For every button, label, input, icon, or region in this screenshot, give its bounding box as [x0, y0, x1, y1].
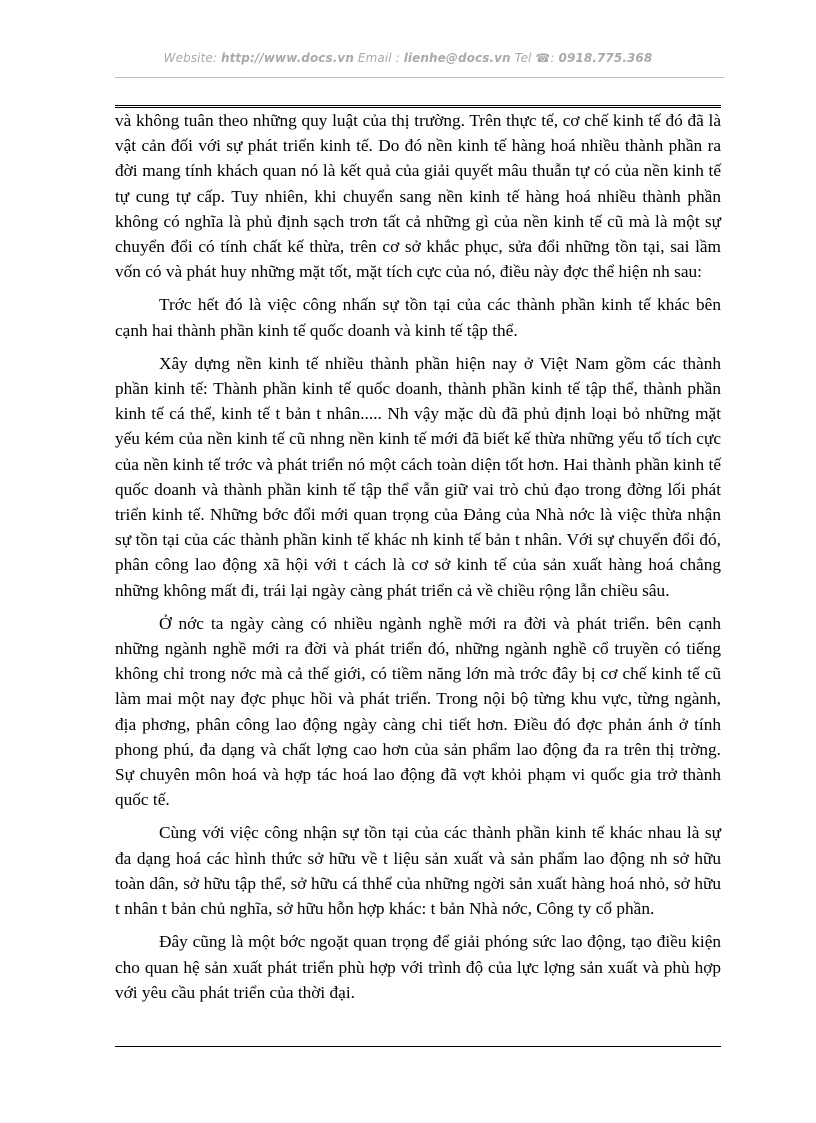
- website-link[interactable]: http://www.docs.vn: [220, 51, 354, 65]
- footer-divider: [115, 1046, 721, 1047]
- paragraph-3: Xây dựng nền kinh tế nhiều thành phần hiện nay ở Việt Nam gồm các thành phần kinh tế: Thành phần kinh tế quốc doanh, thành phần kinh tế tập thể, thành phần kinh tế cá thể, kinh tế t bản t nhân..... Nh vậy mặc dù đã phủ định loại bỏ những mặt yếu kém của nền kinh tế cũ nhng nền kinh tế mới đã biết kế thừa những yếu tố tích cực của nền kinh tế trớc và phát triển nó một cách toàn diện tốt hơn. Hai thành phần kinh tế quốc doanh và thành phần kinh tế tập thể vẫn giữ vai trò chủ đạo trong đờng lối phát triển kinh tế. Những bớc đổi mới quan trọng của Đảng của Nhà nớc là việc thừa nhận sự tồn tại của các thành phần kinh tế khác nh kinh tế bản t nhân. Với sự chuyển đổi đó, phân công lao động xã hội với t cách là cơ sở kinh tế của sản xuất hàng hoá chẳng những không mất đi, trái lại ngày càng phát triển cả về chiều rộng lẫn chiều sâu.: [115, 353, 721, 600]
- email-link[interactable]: lienhe@docs.vn: [403, 51, 511, 65]
- website-label: Website:: [163, 51, 221, 65]
- email-label: Email :: [354, 51, 404, 65]
- paragraph-6: Đây cũng là một bớc ngoặt quan trọng để giải phóng sức lao động, tạo điều kiện cho quan hệ sản xuất phát triển phù hợp với trình độ của lực lợng sản xuất và phù hợp với yêu cầu phát triển của thời đại.: [115, 932, 721, 1002]
- page-header: [0, 51, 816, 65]
- tel-label: Tel ☎:: [510, 51, 559, 65]
- paragraph-1: và không tuân theo những quy luật của thị trường. Trên thực tế, cơ chế kinh tế đó đã là vật cản đối với sự phát triển kinh tế. Do đó nền kinh tế hàng hoá nhiều thành phần ra đời mang tính khách quan nó là kết quả của giải quyết mâu thuẫn tự có của nền kinh tế tự cung tự cấp. Tuy nhiên, khi chuyển sang nền kinh tế hàng hoá nhiều thành phần không có nghĩa là phủ định sạch trơn tất cả những gì của nền kinh tế cũ mà là một sự chuyển đổi có tính chất kế thừa, trên cơ sở khắc phục, sửa đổi những tồn tại, sai lầm vốn có và phát huy những mặt tốt, mặt tích cực của nó, điều này đợc thể hiện nh sau:: [115, 111, 721, 282]
- body-text: [115, 108, 721, 1013]
- header-divider: [115, 77, 724, 78]
- paragraph-4: Ở nớc ta ngày càng có nhiều ngành nghề mới ra đời và phát triển. bên cạnh những ngành nghề mới ra đời và phát triển đó, những ngành nghề cổ truyền có tiếng không chỉ trong nớc mà cả thế giới, có tiềm năng lớn mà trớc đây bị cơ chế kinh tế cũ làm mai một nay đợc phục hồi và phát triển. Trong nội bộ từng khu vực, từng ngành, địa phơng, phân công lao động ngày càng chi tiết hơn. Điều đó đợc phản ánh ở tính phong phú, đa dạng và chất lợng cao hơn của sản phẩm lao động đa ra trên thị trờng. Sự chuyên môn hoá và hợp tác hoá lao động đã vợt khỏi phạm vi quốc gia trở thành quốc tế.: [115, 613, 721, 810]
- tel-number: 0918.775.368: [558, 51, 653, 65]
- paragraph-5: Cùng với việc công nhận sự tồn tại của các thành phần kinh tế khác nhau là sự đa dạng hoá các hình thức sở hữu về t liệu sản xuất và sản phẩm lao động nh sở hữu toàn dân, sở hữu tập thể, sở hữu cá thhể của những ngời sản xuất hàng hoá nhỏ, sở hữu t nhân t bản chủ nghĩa, sở hữu hỗn hợp khác: t bản Nhà nớc, Công ty cổ phần.: [115, 823, 721, 919]
- paragraph-2: Trớc hết đó là việc công nhấn sự tồn tại của các thành phần kinh tế khác bên cạnh hai thành phần kinh tế quốc doanh và kinh tế tập thể.: [115, 295, 721, 340]
